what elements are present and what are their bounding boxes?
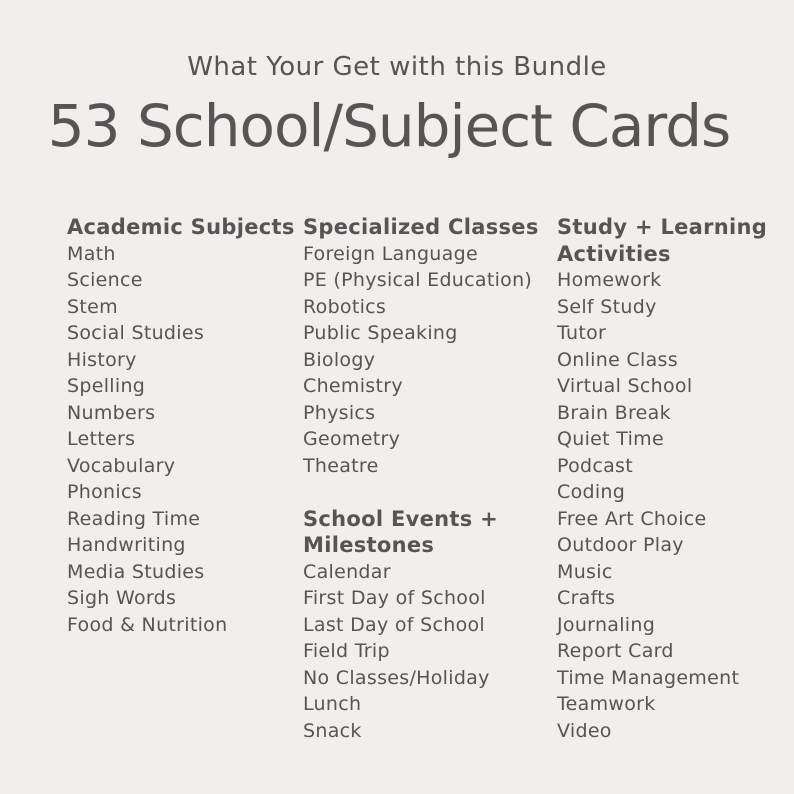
study-learning-list — [557, 267, 767, 744]
school-event-item: Lunch — [303, 693, 362, 715]
study-activity-item: Teamwork — [557, 693, 656, 715]
study-activity-item: Journaling — [557, 613, 656, 636]
academic-subject-item: Numbers — [67, 401, 156, 424]
study-activity-item: Time Management — [557, 666, 740, 689]
specialized-classes-column — [303, 214, 539, 744]
study-activity-item: Homework — [557, 269, 662, 291]
academic-subject-item: Handwriting — [67, 534, 186, 556]
study-activity-item: Tutor — [557, 322, 607, 344]
study-activity-item: Brain Break — [557, 401, 671, 424]
school-event-item: Calendar — [303, 560, 391, 583]
section-spacer — [303, 479, 539, 506]
school-event-item: Last Day of School — [303, 613, 486, 636]
study-activity-item: Music — [557, 560, 613, 583]
study-activity-item: Coding — [557, 481, 626, 503]
specialized-class-item: Chemistry — [303, 375, 403, 397]
study-activity-item: Free Art Choice — [557, 507, 707, 530]
specialized-class-item: Theatre — [303, 454, 379, 477]
academic-subjects-heading: Academic Subjects — [67, 215, 295, 239]
academic-subject-item: Spelling — [67, 375, 146, 397]
study-learning-heading — [557, 214, 767, 267]
study-activity-item: Quiet Time — [557, 428, 664, 450]
academic-subject-item: Phonics — [67, 481, 142, 503]
study-learning-heading-line-1: Study + Learning — [557, 215, 768, 239]
page-title: 53 School/Subject Cards — [47, 92, 731, 160]
study-activity-item: Crafts — [557, 587, 616, 609]
specialized-classes-list — [303, 241, 539, 480]
academic-subject-item: Media Studies — [67, 560, 205, 583]
academic-subjects-list — [67, 241, 295, 639]
school-events-list — [303, 559, 539, 745]
school-event-item: Field Trip — [303, 640, 390, 662]
bundle-subtitle: What Your Get with this Bundle — [187, 52, 607, 82]
school-event-item: No Classes/Holiday — [303, 666, 490, 689]
specialized-class-item: Public Speaking — [303, 322, 458, 344]
study-activity-item: Podcast — [557, 454, 634, 477]
study-activity-item: Video — [557, 719, 612, 742]
academic-subject-item: History — [67, 348, 137, 371]
specialized-classes-heading: Specialized Classes — [303, 215, 539, 239]
academic-subject-item: Science — [67, 269, 143, 291]
academic-subjects-column — [67, 214, 295, 638]
school-event-item: First Day of School — [303, 587, 486, 609]
academic-subject-item: Social Studies — [67, 322, 205, 344]
school-events-heading-line-1: School Events + — [303, 506, 499, 531]
study-activity-item: Online Class — [557, 348, 678, 371]
school-event-item: Snack — [303, 719, 362, 742]
academic-subject-item: Letters — [67, 428, 136, 450]
academic-subject-item: Reading Time — [67, 507, 201, 530]
academic-subject-item: Math — [67, 242, 116, 265]
school-events-heading-line-2: Milestones — [303, 533, 435, 557]
study-activity-item: Self Study — [557, 295, 657, 318]
academic-subject-item: Food & Nutrition — [67, 613, 228, 636]
study-activity-item: Outdoor Play — [557, 534, 684, 556]
study-activity-item: Virtual School — [557, 375, 693, 397]
study-learning-heading-line-2: Activities — [557, 241, 671, 266]
study-activity-item: Report Card — [557, 640, 674, 662]
academic-subject-item: Stem — [67, 295, 118, 318]
specialized-class-item: Geometry — [303, 428, 401, 450]
specialized-class-item: PE (Physical Education) — [303, 269, 533, 291]
academic-subject-item: Vocabulary — [67, 454, 176, 477]
specialized-class-item: Biology — [303, 348, 376, 371]
school-events-heading — [303, 506, 539, 559]
specialized-class-item: Physics — [303, 401, 376, 424]
study-learning-column — [557, 214, 767, 744]
specialized-class-item: Robotics — [303, 295, 387, 318]
specialized-class-item: Foreign Language — [303, 242, 478, 265]
academic-subject-item: Sigh Words — [67, 587, 177, 609]
